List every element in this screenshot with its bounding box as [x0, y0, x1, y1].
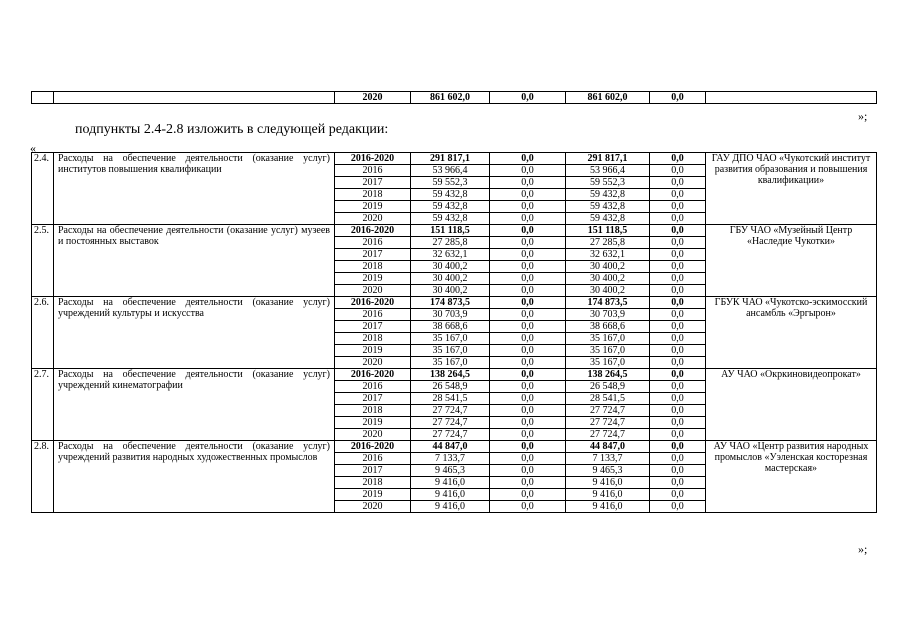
- total-cell: 291 817,1: [411, 153, 490, 165]
- item-number: 2.6.: [32, 297, 54, 369]
- regional-cell: 27 285,8: [566, 237, 650, 249]
- total-cell: 32 632,1: [411, 249, 490, 261]
- other-cell: 0,0: [650, 153, 706, 165]
- federal-cell: 0,0: [490, 153, 566, 165]
- total-cell: 27 724,7: [411, 405, 490, 417]
- total-cell: 35 167,0: [411, 357, 490, 369]
- item-name: Расходы на обеспечение деятельности (оказание услуг) учреждений культуры и искусства: [54, 297, 335, 369]
- year-cell: 2018: [335, 333, 411, 345]
- regional-cell: 9 416,0: [566, 477, 650, 489]
- federal-cell: 0,0: [490, 237, 566, 249]
- total-cell: 30 703,9: [411, 309, 490, 321]
- regional-cell: 27 724,7: [566, 417, 650, 429]
- other-cell: 0,0: [650, 441, 706, 453]
- federal-cell: 0,0: [490, 405, 566, 417]
- table-row: [32, 153, 877, 165]
- other-cell: 0,0: [650, 405, 706, 417]
- regional-cell: 59 552,3: [566, 177, 650, 189]
- total-cell: 53 966,4: [411, 165, 490, 177]
- federal-cell: 0,0: [490, 333, 566, 345]
- regional-cell: 151 118,5: [566, 225, 650, 237]
- item-name: Расходы на обеспечение деятельности (оказание услуг) учреждений кинематографии: [54, 369, 335, 441]
- year-cell: 2017: [335, 177, 411, 189]
- federal-cell: 0,0: [490, 441, 566, 453]
- federal-cell: 0,0: [490, 369, 566, 381]
- regional-cell: 27 724,7: [566, 429, 650, 441]
- other-cell: 0,0: [650, 201, 706, 213]
- other-cell: 0,0: [650, 465, 706, 477]
- table-row: [32, 225, 877, 237]
- regional-cell: 9 416,0: [566, 489, 650, 501]
- total-cell: 35 167,0: [411, 345, 490, 357]
- total-cell: 9 465,3: [411, 465, 490, 477]
- regional-cell: 9 465,3: [566, 465, 650, 477]
- cell-empty: [54, 92, 335, 104]
- regional-cell: 44 847,0: [566, 441, 650, 453]
- regional-cell: 7 133,7: [566, 453, 650, 465]
- total-cell: 26 548,9: [411, 381, 490, 393]
- year-cell: 2018: [335, 261, 411, 273]
- year-cell: 2019: [335, 489, 411, 501]
- year-cell: 2018: [335, 189, 411, 201]
- federal-cell: 0,0: [490, 225, 566, 237]
- year-cell: 2019: [335, 201, 411, 213]
- other-cell: 0,0: [650, 417, 706, 429]
- federal-cell: 0,0: [490, 92, 566, 104]
- total-cell: 28 541,5: [411, 393, 490, 405]
- federal-cell: 0,0: [490, 249, 566, 261]
- total-cell: 7 133,7: [411, 453, 490, 465]
- federal-cell: 0,0: [490, 201, 566, 213]
- item-number: 2.4.: [32, 153, 54, 225]
- year-cell: 2016: [335, 309, 411, 321]
- table-row: [32, 92, 877, 104]
- regional-cell: 28 541,5: [566, 393, 650, 405]
- regional-cell: 30 400,2: [566, 273, 650, 285]
- federal-cell: 0,0: [490, 309, 566, 321]
- other-cell: 0,0: [650, 261, 706, 273]
- other-cell: 0,0: [650, 189, 706, 201]
- total-cell: 38 668,6: [411, 321, 490, 333]
- federal-cell: 0,0: [490, 261, 566, 273]
- other-cell: 0,0: [650, 177, 706, 189]
- total-cell: 27 285,8: [411, 237, 490, 249]
- year-cell: 2017: [335, 249, 411, 261]
- subprogram-table: [31, 152, 877, 513]
- federal-cell: 0,0: [490, 345, 566, 357]
- other-cell: 0,0: [650, 309, 706, 321]
- federal-cell: 0,0: [490, 297, 566, 309]
- total-cell: 30 400,2: [411, 285, 490, 297]
- closing-quote-mark: »;: [858, 542, 868, 556]
- regional-cell: 30 703,9: [566, 309, 650, 321]
- other-cell: 0,0: [650, 237, 706, 249]
- total-cell: 174 873,5: [411, 297, 490, 309]
- year-cell: 2016-2020: [335, 225, 411, 237]
- year-cell: 2016-2020: [335, 297, 411, 309]
- regional-cell: 59 432,8: [566, 201, 650, 213]
- year-cell: 2019: [335, 273, 411, 285]
- regional-cell: 174 873,5: [566, 297, 650, 309]
- opening-quote-mark: «: [30, 141, 36, 155]
- total-cell: 59 432,8: [411, 213, 490, 225]
- regional-cell: 138 264,5: [566, 369, 650, 381]
- federal-cell: 0,0: [490, 177, 566, 189]
- federal-cell: 0,0: [490, 189, 566, 201]
- year-cell: 2017: [335, 465, 411, 477]
- federal-cell: 0,0: [490, 477, 566, 489]
- total-cell: 9 416,0: [411, 501, 490, 513]
- total-cell: 151 118,5: [411, 225, 490, 237]
- total-cell: 138 264,5: [411, 369, 490, 381]
- year-cell: 2020: [335, 92, 411, 104]
- regional-cell: 30 400,2: [566, 261, 650, 273]
- other-cell: 0,0: [650, 429, 706, 441]
- other-cell: 0,0: [650, 333, 706, 345]
- item-number: 2.7.: [32, 369, 54, 441]
- regional-cell: 32 632,1: [566, 249, 650, 261]
- item-name: Расходы на обеспечение деятельности (оказание услуг) учреждений развития народных художественных промыслов: [54, 441, 335, 513]
- year-cell: 2016: [335, 237, 411, 249]
- year-cell: 2020: [335, 213, 411, 225]
- other-cell: 0,0: [650, 249, 706, 261]
- other-cell: 0,0: [650, 357, 706, 369]
- total-cell: 27 724,7: [411, 417, 490, 429]
- federal-cell: 0,0: [490, 321, 566, 333]
- federal-cell: 0,0: [490, 417, 566, 429]
- other-cell: 0,0: [650, 393, 706, 405]
- regional-cell: 27 724,7: [566, 405, 650, 417]
- other-cell: 0,0: [650, 501, 706, 513]
- other-cell: 0,0: [650, 381, 706, 393]
- other-cell: 0,0: [650, 225, 706, 237]
- cell-empty: [32, 92, 54, 104]
- year-cell: 2016-2020: [335, 369, 411, 381]
- federal-cell: 0,0: [490, 501, 566, 513]
- other-cell: 0,0: [650, 321, 706, 333]
- total-cell: 30 400,2: [411, 261, 490, 273]
- total-cell: 59 432,8: [411, 189, 490, 201]
- federal-cell: 0,0: [490, 429, 566, 441]
- other-cell: 0,0: [650, 92, 706, 104]
- year-cell: 2019: [335, 417, 411, 429]
- year-cell: 2018: [335, 405, 411, 417]
- other-cell: 0,0: [650, 453, 706, 465]
- regional-cell: 38 668,6: [566, 321, 650, 333]
- federal-cell: 0,0: [490, 285, 566, 297]
- other-cell: 0,0: [650, 477, 706, 489]
- other-cell: 0,0: [650, 489, 706, 501]
- other-cell: 0,0: [650, 369, 706, 381]
- executor-cell: АУ ЧАО «Окркиновидеопрокат»: [706, 369, 877, 441]
- regional-cell: 291 817,1: [566, 153, 650, 165]
- table-row: [32, 441, 877, 453]
- table-body: [32, 153, 877, 513]
- year-cell: 2016-2020: [335, 441, 411, 453]
- item-number: 2.5.: [32, 225, 54, 297]
- federal-cell: 0,0: [490, 165, 566, 177]
- total-cell: 59 432,8: [411, 201, 490, 213]
- executor-cell: ГБУ ЧАО «Музейный Центр «Наследие Чукотки»: [706, 225, 877, 297]
- executor-cell: ГБУК ЧАО «Чукотско-эскимосский ансамбль «Эргырон»: [706, 297, 877, 369]
- regional-cell: 53 966,4: [566, 165, 650, 177]
- federal-cell: 0,0: [490, 357, 566, 369]
- regional-cell: 59 432,8: [566, 213, 650, 225]
- table-row: [32, 369, 877, 381]
- regional-cell: 35 167,0: [566, 345, 650, 357]
- year-cell: 2016: [335, 381, 411, 393]
- other-cell: 0,0: [650, 213, 706, 225]
- executor-cell: АУ ЧАО «Центр развития народных промыслов «Уэленская косторезная мастерская»: [706, 441, 877, 513]
- previous-table-tail: [31, 91, 877, 104]
- other-cell: 0,0: [650, 345, 706, 357]
- item-name: Расходы на обеспечение деятельности (оказание услуг) институтов повышения квалификации: [54, 153, 335, 225]
- year-cell: 2020: [335, 429, 411, 441]
- year-cell: 2020: [335, 501, 411, 513]
- regional-cell: 35 167,0: [566, 357, 650, 369]
- year-cell: 2017: [335, 393, 411, 405]
- regional-cell: 26 548,9: [566, 381, 650, 393]
- regional-cell: 35 167,0: [566, 333, 650, 345]
- other-cell: 0,0: [650, 165, 706, 177]
- other-cell: 0,0: [650, 297, 706, 309]
- federal-cell: 0,0: [490, 393, 566, 405]
- total-cell: 27 724,7: [411, 429, 490, 441]
- regional-cell: 9 416,0: [566, 501, 650, 513]
- federal-cell: 0,0: [490, 453, 566, 465]
- year-cell: 2020: [335, 285, 411, 297]
- section-heading: подпункты 2.4-2.8 изложить в следующей редакции:: [75, 122, 389, 137]
- year-cell: 2019: [335, 345, 411, 357]
- total-cell: 44 847,0: [411, 441, 490, 453]
- regional-cell: 59 432,8: [566, 189, 650, 201]
- item-number: 2.8.: [32, 441, 54, 513]
- regional-cell: 861 602,0: [566, 92, 650, 104]
- cell-empty: [706, 92, 877, 104]
- federal-cell: 0,0: [490, 465, 566, 477]
- year-cell: 2018: [335, 477, 411, 489]
- year-cell: 2016: [335, 453, 411, 465]
- other-cell: 0,0: [650, 285, 706, 297]
- federal-cell: 0,0: [490, 273, 566, 285]
- executor-cell: ГАУ ДПО ЧАО «Чукотский институт развития образования и повышения квалификации»: [706, 153, 877, 225]
- year-cell: 2017: [335, 321, 411, 333]
- federal-cell: 0,0: [490, 213, 566, 225]
- total-cell: 30 400,2: [411, 273, 490, 285]
- regional-cell: 30 400,2: [566, 285, 650, 297]
- item-name: Расходы на обеспечение деятельности (оказание услуг) музеев и постоянных выставок: [54, 225, 335, 297]
- other-cell: 0,0: [650, 273, 706, 285]
- year-cell: 2016-2020: [335, 153, 411, 165]
- closing-quote-mark: »;: [858, 109, 868, 123]
- total-cell: 35 167,0: [411, 333, 490, 345]
- year-cell: 2020: [335, 357, 411, 369]
- total-cell: 861 602,0: [411, 92, 490, 104]
- year-cell: 2016: [335, 165, 411, 177]
- federal-cell: 0,0: [490, 381, 566, 393]
- table-row: [32, 297, 877, 309]
- total-cell: 9 416,0: [411, 489, 490, 501]
- total-cell: 9 416,0: [411, 477, 490, 489]
- federal-cell: 0,0: [490, 489, 566, 501]
- total-cell: 59 552,3: [411, 177, 490, 189]
